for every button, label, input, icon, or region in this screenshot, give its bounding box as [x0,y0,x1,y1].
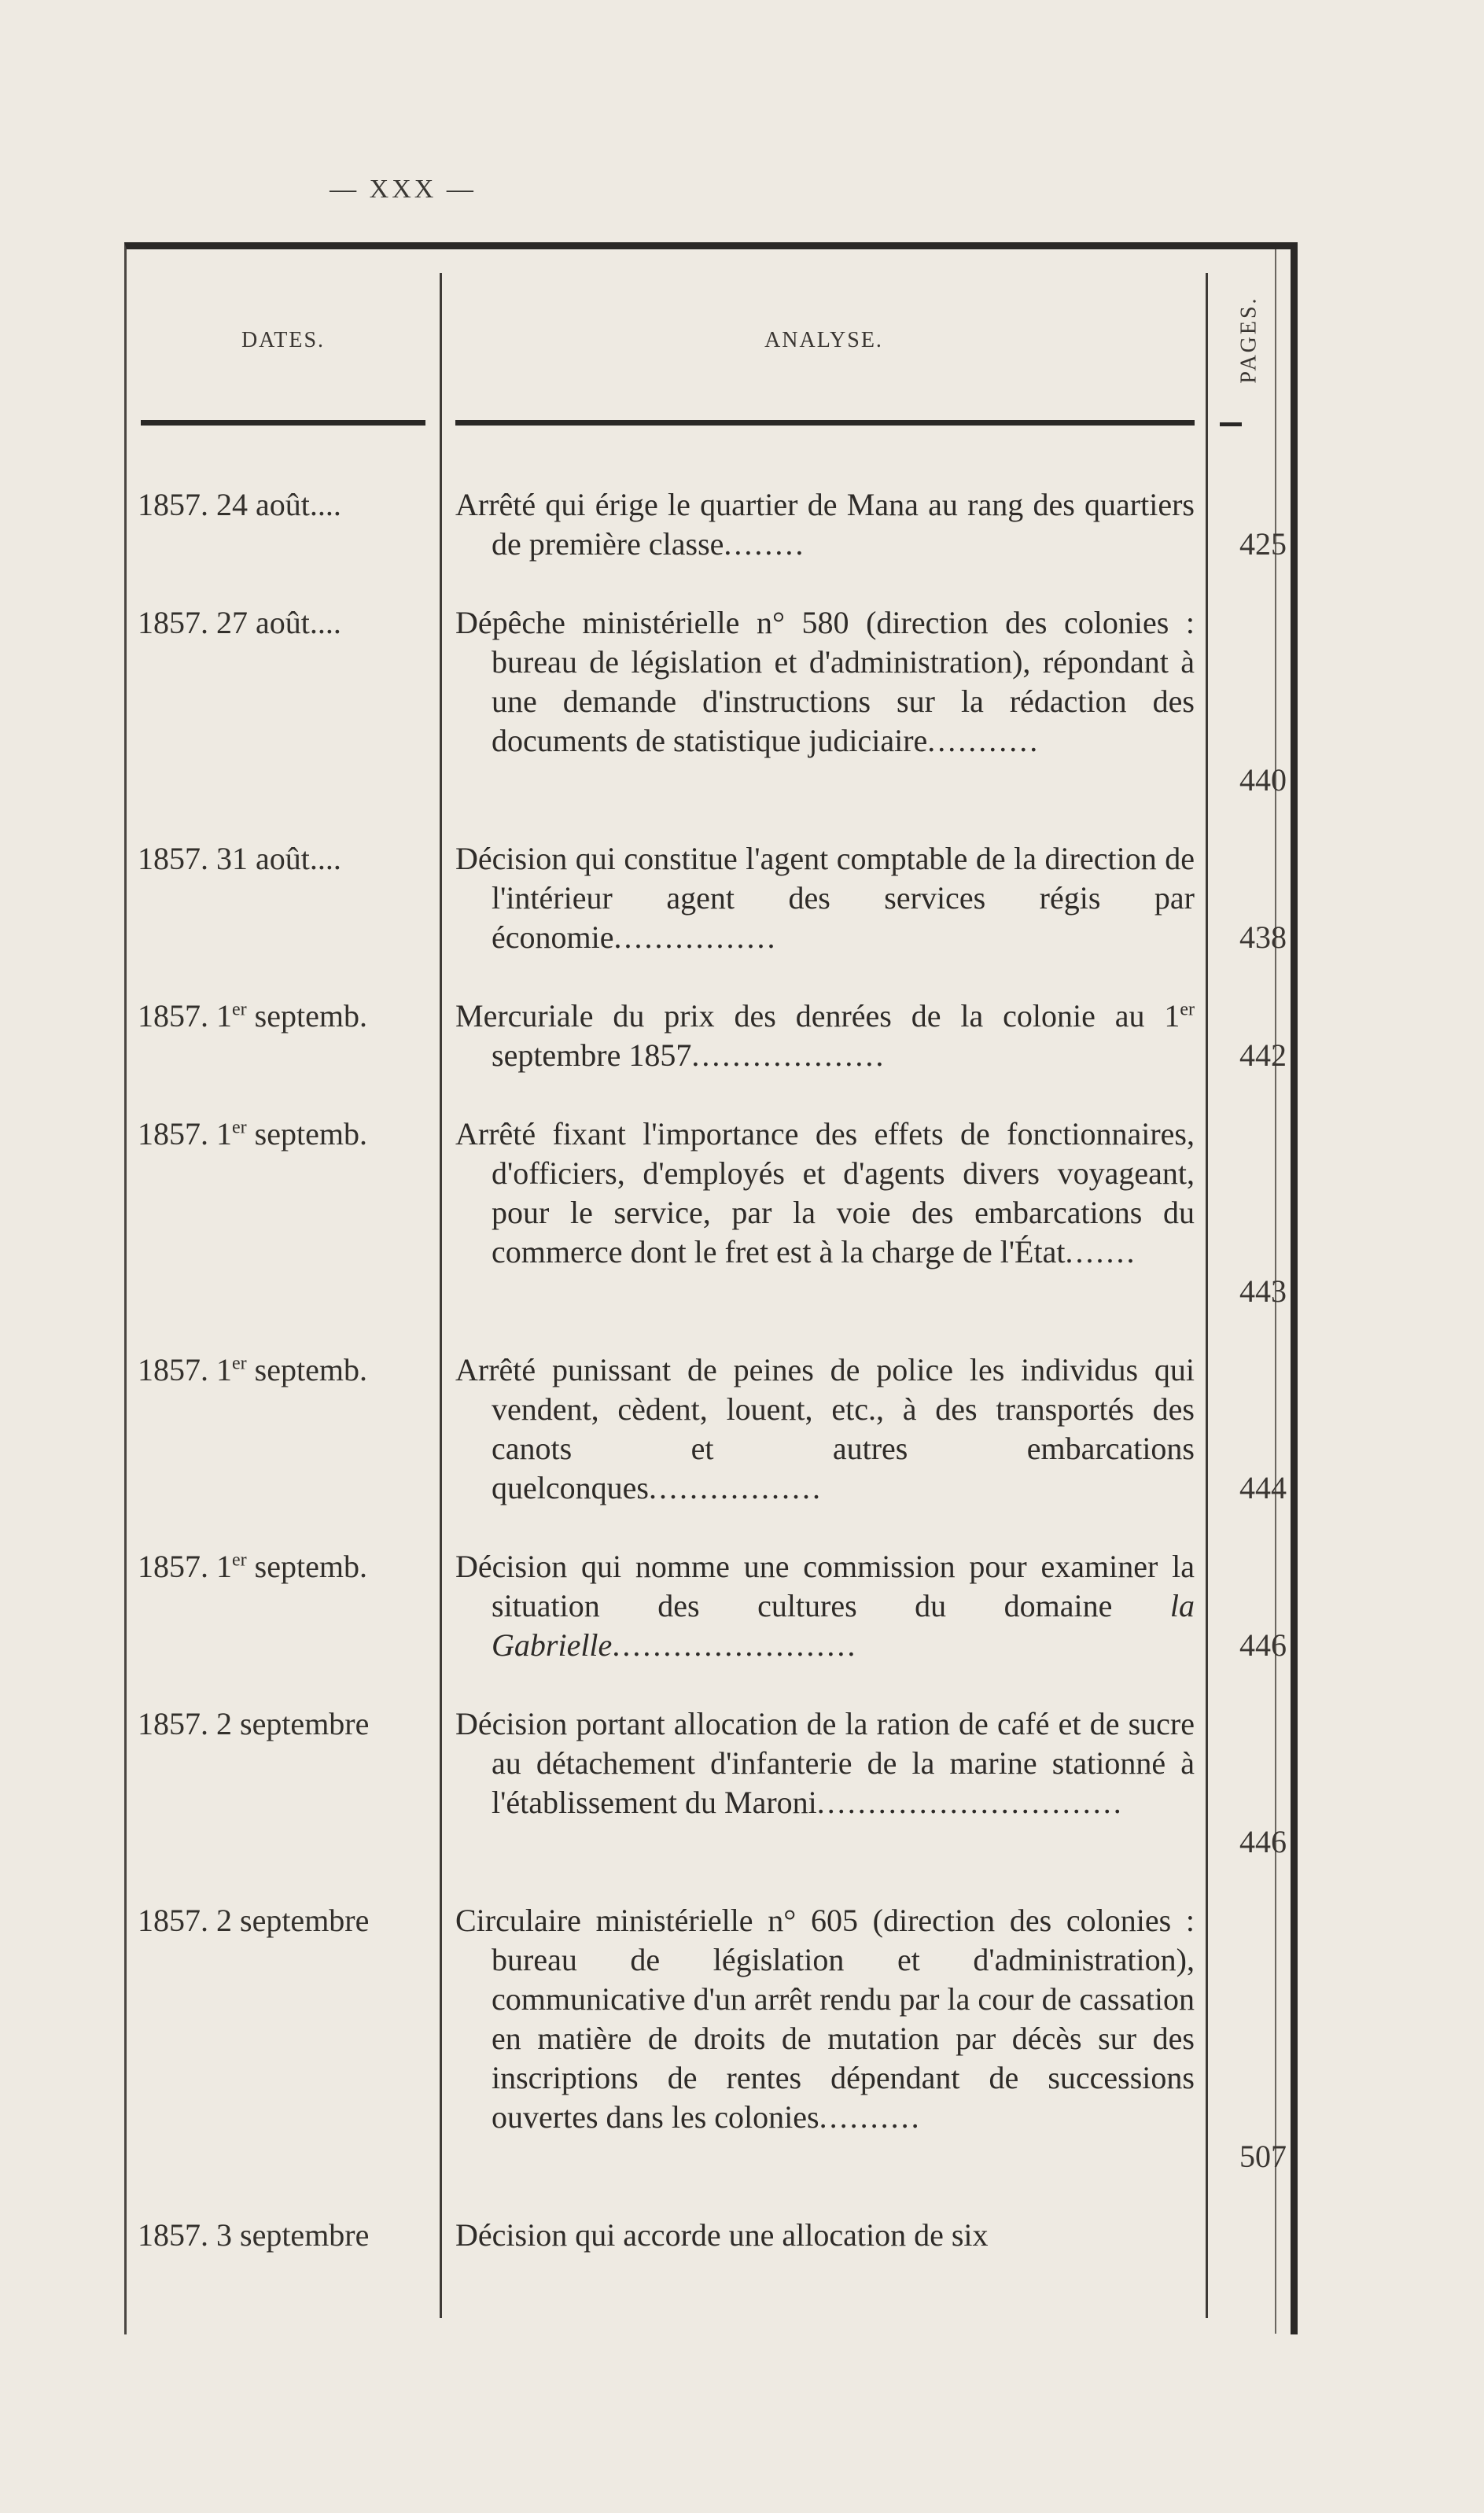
header-pages: PAGES. [1236,296,1261,384]
row-date: 1857. 24 août.... [138,487,341,522]
row-analysis: Décision portant allocation de la ration de café et de sucre au détachement d'infanterie de la marine stationné à l'établissement du Maroni.............................. [455,1706,1195,1820]
row-page: 507 [1239,2139,1287,2174]
row-analysis: Arrêté punissant de peines de police les individus qui vendent, cèdent, louent, etc., à des transportés des canots et autres embarcations quelconques................. [455,1352,1195,1505]
row-analysis: Circulaire ministérielle n° 605 (direction des colonies : bureau de législation et d'administration), communicative d'un arrêt rendu par la cour de cassation en matière de droits de mutation par décès sur des inscriptions de rentes dépendant de successions ouvertes dans les colonies.......... [455,1903,1195,2135]
row-analysis: Arrêté fixant l'importance des effets de fonctionnaires, d'officiers, d'employés et d'agents divers voyageant, pour le service, par la voie des embarcations du commerce dont le fret est à la charge de l'État....... [455,1116,1195,1269]
row-analysis: Décision qui accorde une allocation de six [455,2217,989,2253]
row-page: 425 [1239,526,1287,562]
row-date: 1857. 2 septembre [138,1903,370,1938]
header-pages-cell [1208,273,1291,407]
row-page: 440 [1239,762,1287,798]
header-rule-dates [141,420,425,426]
row-page: 446 [1239,1627,1287,1663]
row-analysis: Mercuriale du prix des denrées de la colonie au 1er septembre 1857................... [455,998,1195,1073]
row-page: 438 [1239,919,1287,955]
header-dates: DATES. [241,328,326,352]
row-analysis: Arrêté qui érige le quartier de Mana au rang des quartiers de première classe........ [455,487,1195,562]
row-page: 444 [1239,1470,1287,1505]
row-date: 1857. 1er septemb. [138,1116,367,1151]
pages-column-divider [1206,273,1208,2318]
header-rule-analyse [455,420,1195,426]
row-page: 446 [1239,1824,1287,1859]
row-date: 1857. 1er septemb. [138,1352,367,1387]
row-date: 1857. 2 septembre [138,1706,370,1741]
dates-column-divider [440,273,442,2318]
page-header: — XXX — [330,175,477,204]
header-rule-pages [1220,422,1242,426]
row-date: 1857. 27 août.... [138,605,341,640]
row-analysis: Dépêche ministérielle n° 580 (direction des colonies : bureau de législation et d'administration), répondant à une demande d'instructions sur la rédaction des documents de statistique judiciaire........... [455,605,1195,758]
row-date: 1857. 31 août.... [138,841,341,876]
row-page: 442 [1239,1037,1287,1073]
row-analysis: Décision qui nomme une commission pour examiner la situation des cultures du domaine la Gabrielle........................ [455,1549,1195,1663]
header-analyse: ANALYSE. [764,328,883,352]
row-page: 443 [1239,1273,1287,1309]
row-analysis: Décision qui constitue l'agent comptable de la direction de l'intérieur agent des services régis par économie................ [455,841,1195,955]
row-date: 1857. 3 septembre [138,2217,370,2253]
row-date: 1857. 1er septemb. [138,998,367,1034]
row-date: 1857. 1er septemb. [138,1549,367,1584]
table-frame [124,242,1298,2334]
